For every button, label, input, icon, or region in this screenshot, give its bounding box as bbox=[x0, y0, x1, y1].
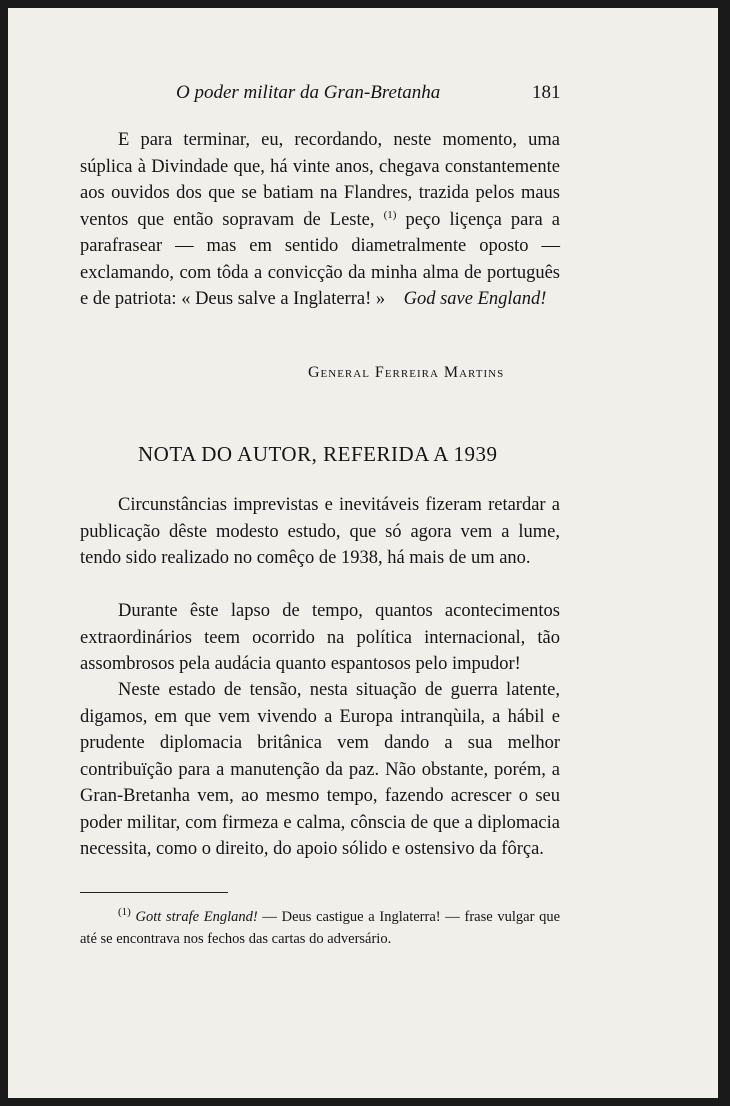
running-header bbox=[8, 82, 718, 110]
footnote-quote: Gott strafe England! bbox=[135, 909, 258, 925]
section-title: NOTA DO AUTOR, REFERIDA A 1939 bbox=[138, 442, 498, 466]
author-signature: General Ferreira Martins bbox=[308, 364, 505, 381]
closing-text-continued: peço liçença para a parafrasear — mas em sentido diametralmente oposto — exclamando, com tôda a convicção da minha alma de português e de patriota: « Deus salve a Inglaterra! » bbox=[80, 209, 561, 309]
closing-quote: God save England! bbox=[403, 289, 547, 309]
section-paragraph: Neste estado de tensão, nesta situação de guerra latente, digamos, em que vem vivendo a Europa intranqùila, a hábil e prudente diplomacia britânica vem dando a sua melhor contribuïção para a manutenção da paz. Não obstante, porém, a Gran-Bretanha vem, ao mesmo tempo, fazendo acrescer o seu poder militar, com firmeza e calma, cônscia de que a diplomacia necessita, como o direito, do apoio sólido e ostensivo da fôrça. bbox=[80, 680, 560, 859]
section-paragraph: Circunstâncias imprevistas e inevitáveis fizeram retardar a publicação dêste modesto estudo, que só agora vem a lume, tendo sido realizado no comêço de 1938, há mais de um ano. bbox=[80, 495, 560, 568]
section-paragraph: Durante êste lapso de tempo, quantos acontecimentos extraordinários teem ocorrido na política internacional, tão assombrosos pela audácia quanto espantosos pelo impudor! bbox=[80, 601, 560, 674]
footnote-text: — Deus castigue a Inglaterra! — frase vulgar que até se encontrava nos fechos das cartas do adversário. bbox=[80, 909, 561, 947]
footnote-reference: (1) bbox=[383, 208, 397, 221]
footnote bbox=[80, 906, 560, 950]
footnote-marker: (1) bbox=[118, 906, 131, 919]
book-page bbox=[8, 8, 718, 1098]
running-title: O poder militar da Gran-Bretanha bbox=[176, 82, 441, 103]
page-number: 181 bbox=[532, 82, 561, 103]
closing-text: E para terminar, eu, recordando, neste momento, uma súplica à Divindade que, há vinte anos, chegava constantemente aos ouvidos dos que se batiam na Flandres, trazida pelos maus ventos que então sopravam de Leste, bbox=[80, 130, 560, 230]
footnote-divider bbox=[80, 892, 228, 893]
closing-paragraph bbox=[80, 127, 560, 313]
